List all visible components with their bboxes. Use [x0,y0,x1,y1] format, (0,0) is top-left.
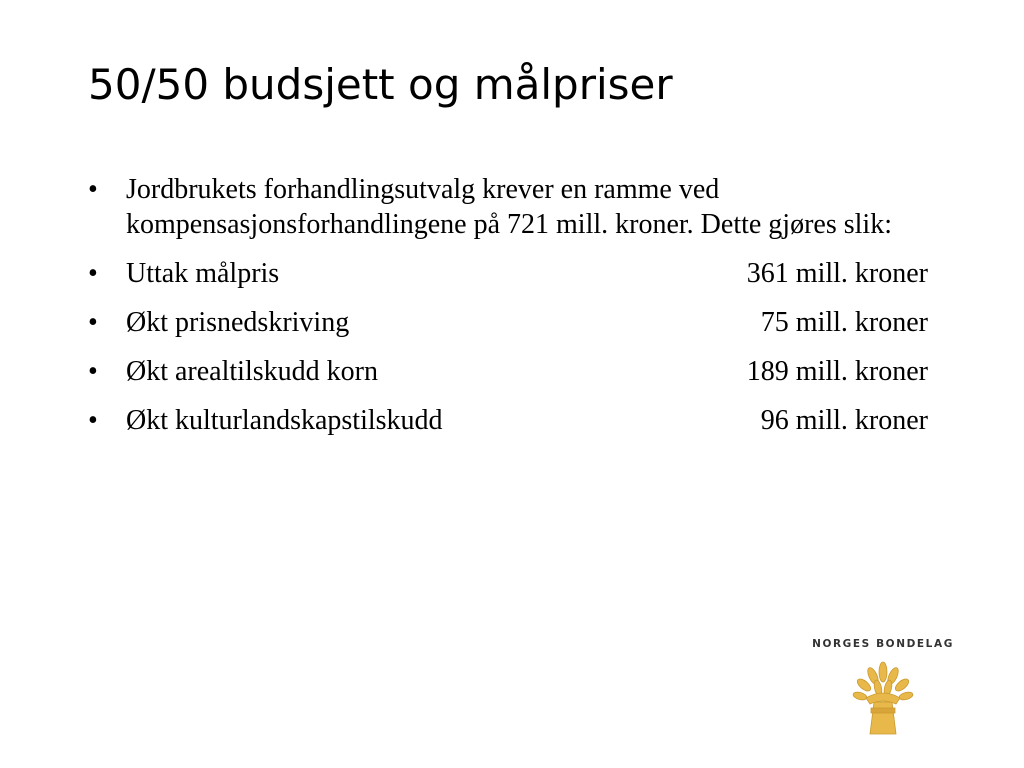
bullet-marker: • [88,174,98,205]
wheat-sheaf-icon [852,658,914,736]
item-amount: 361 mill. kroner [746,258,928,289]
item-amount: 189 mill. kroner [746,356,928,387]
item-label: Økt kulturlandskapstilskudd [126,405,443,436]
bullet-item [88,403,928,438]
bullet-item [88,305,928,340]
bullet-marker: • [88,258,98,289]
bullet-marker: • [88,405,98,436]
norges-bondelag-logo [808,638,958,736]
item-amount: 75 mill. kroner [760,307,928,338]
bullet-marker: • [88,356,98,387]
intro-text: Jordbrukets forhandlingsutvalg krever en ramme ved kompensasjonsforhandlingene på 721 mill. kroner. Dette gjøres slik: [126,174,892,240]
item-label: Økt prisnedskriving [126,307,350,338]
bullet-marker: • [88,307,98,338]
bullet-item [88,354,928,389]
item-label: Økt arealtilskudd korn [126,356,378,387]
bullet-intro [88,172,928,242]
logo-text: NORGES BONDELAG [812,638,954,650]
bullet-item [88,256,928,291]
bullet-list [88,172,928,452]
item-amount: 96 mill. kroner [760,405,928,436]
item-label: Uttak målpris [126,258,280,289]
slide-title: 50/50 budsjett og målpriser [88,60,673,109]
